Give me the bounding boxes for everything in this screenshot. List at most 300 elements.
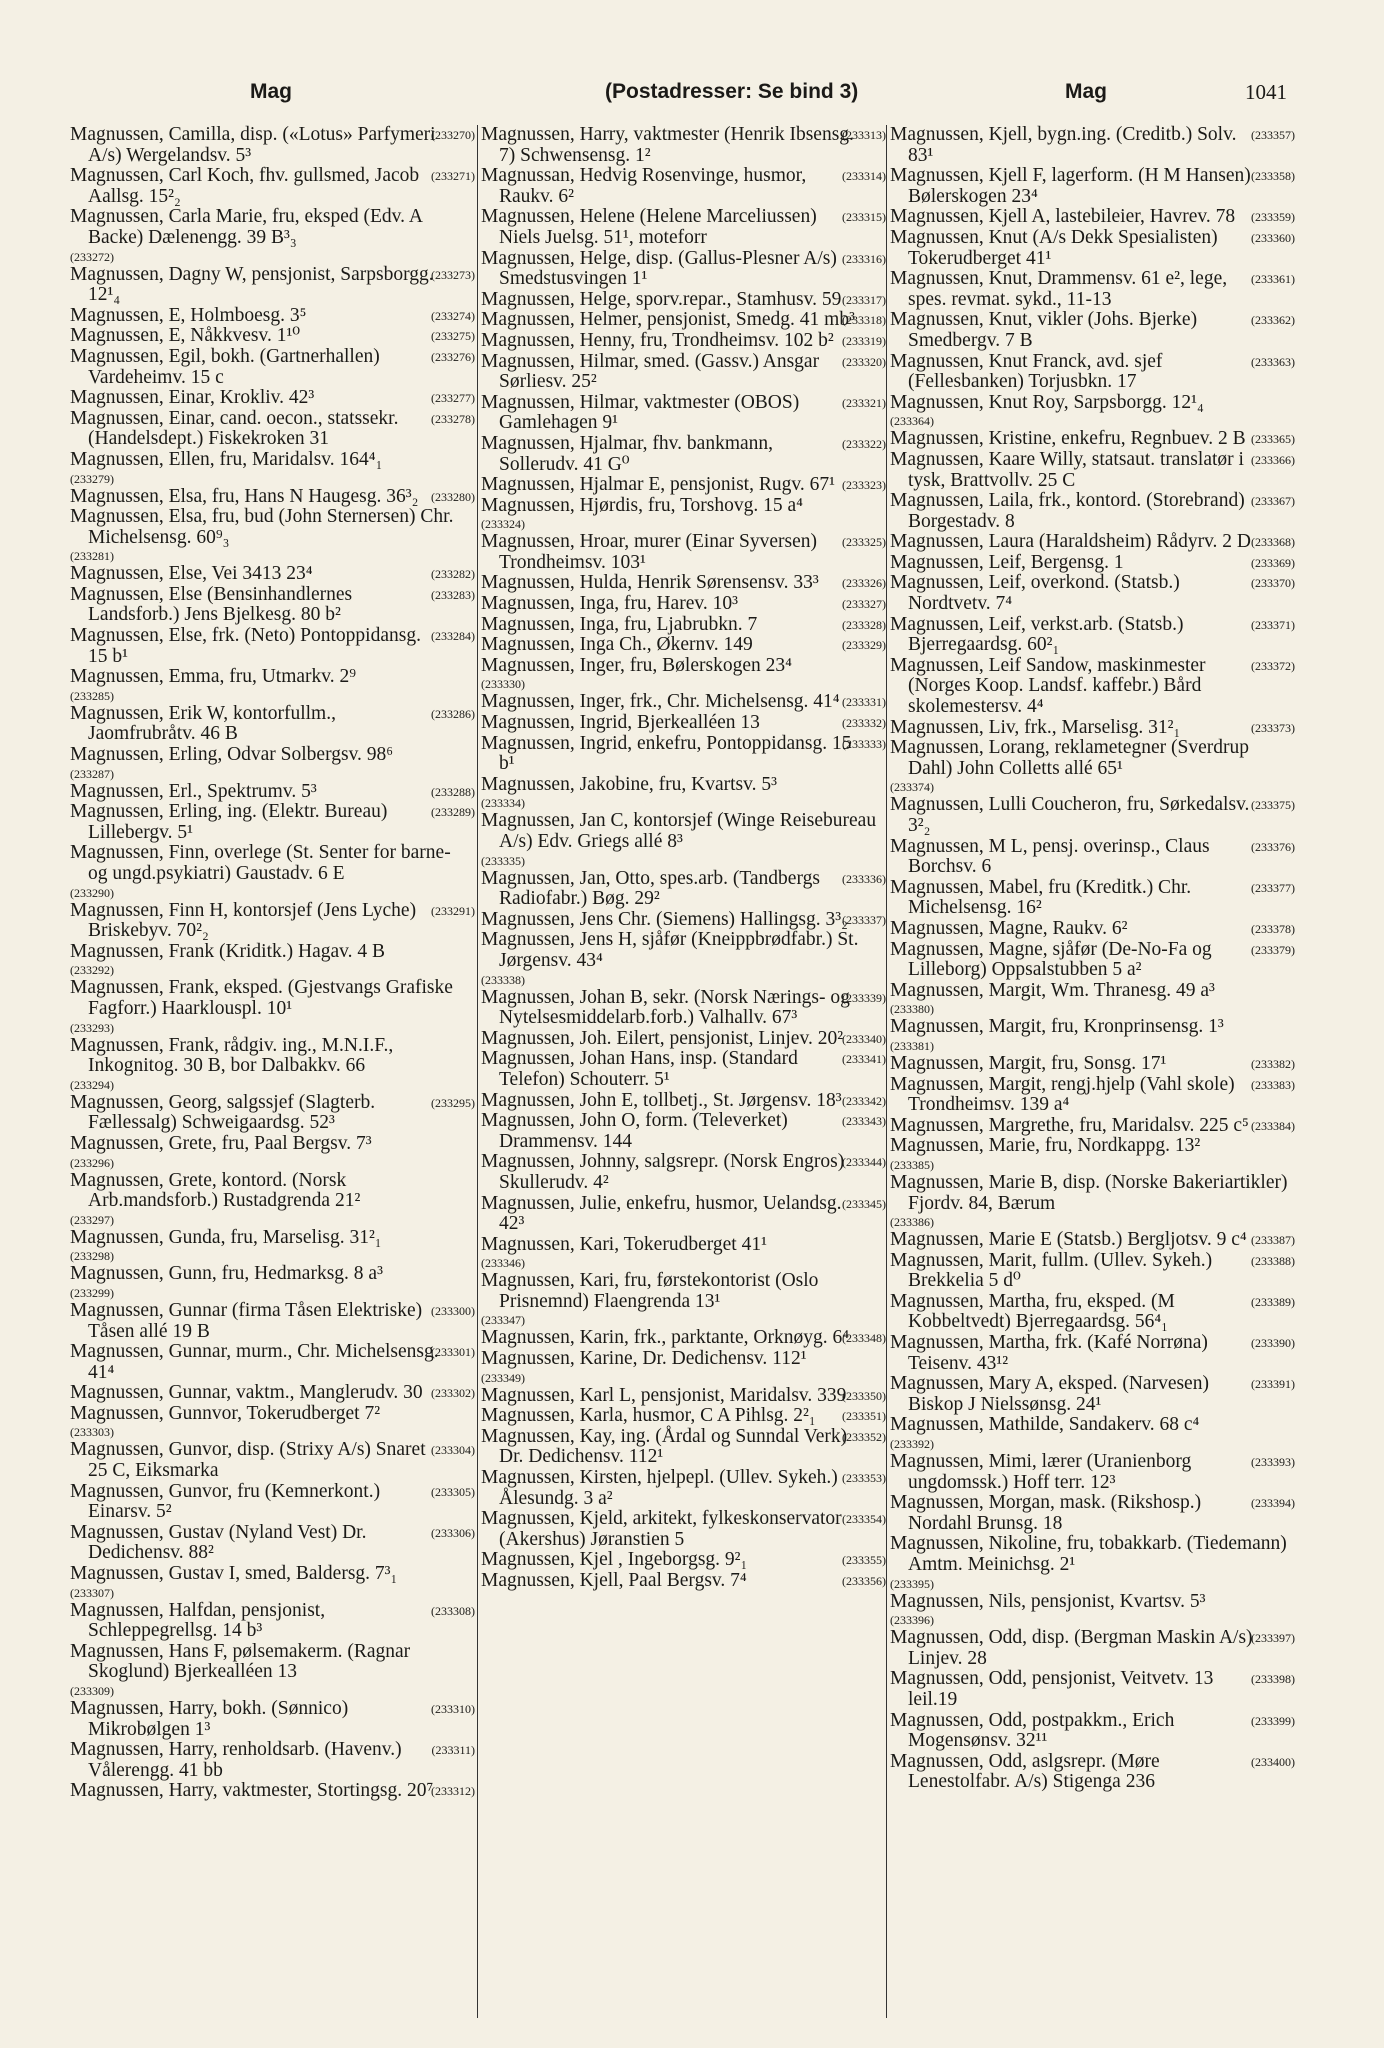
entry-text: Magnussen, Leif, Bergensg. 1 — [890, 551, 1124, 573]
entry-text: Magnussen, Margit, fru, Sonsg. 17¹ — [890, 1052, 1167, 1074]
directory-entry — [481, 475, 886, 496]
directory-entry — [890, 1136, 1295, 1173]
phone-number: (233396) — [890, 1613, 934, 1628]
phone-number: (233348) — [842, 1331, 886, 1346]
directory-entry — [890, 1116, 1295, 1137]
directory-entry — [481, 1194, 886, 1235]
entry-text: Magnussen, Grete, fru, Paal Bergsv. 7³ — [70, 1132, 372, 1154]
phone-number: (233400) — [1251, 1754, 1295, 1769]
entry-text: Magnussen, Marie E (Statsb.) Bergljotsv. 9 c⁴ — [890, 1229, 1247, 1251]
phone-number: (233368) — [1251, 535, 1295, 550]
directory-entry — [481, 1468, 886, 1509]
phone-number: (233394) — [1251, 1496, 1295, 1511]
phone-number: (233370) — [1251, 576, 1295, 591]
directory-entry — [70, 166, 475, 207]
entry-text: Magnussen, Lorang, reklametegner (Sverdrup Dahl) John Colletts allé 65¹ — [890, 737, 1250, 779]
directory-entry — [481, 615, 886, 636]
phone-number: (233315) — [842, 210, 886, 225]
entry-text: Magnussen, Johnny, salgsrepr. (Norsk Engros) Skullerudv. 4² — [481, 1151, 845, 1193]
phone-number: (233380) — [890, 1002, 934, 1017]
directory-entry — [70, 745, 475, 782]
entry-text: Magnussen, Knut Franck, avd. sjef (Fellesbanken) Torjusbkn. 17 — [890, 350, 1163, 393]
directory-entry — [890, 718, 1295, 739]
directory-entry — [890, 1592, 1295, 1629]
directory-entry — [890, 228, 1295, 269]
entry-text: Magnussen, Harry, vaktmester, Stortingsg. 20⁷ — [70, 1780, 434, 1802]
phone-number: (233367) — [1251, 494, 1295, 509]
phone-number: (233314) — [842, 169, 886, 184]
entry-text: Magnussen, Erling, Odvar Solbergsv. 98⁶ — [70, 744, 394, 766]
directory-entry — [481, 393, 886, 434]
phone-number: (233330) — [481, 677, 525, 692]
phone-number: (233391) — [1251, 1377, 1295, 1392]
entry-text: Magnussen, Else (Bensinhandlernes Landsforb.) Jens Bjelkesg. 80 b² — [70, 583, 353, 626]
phone-number: (233290) — [70, 885, 114, 900]
page-header — [70, 80, 1300, 110]
directory-entry — [481, 635, 886, 656]
directory-entry — [890, 207, 1295, 228]
entry-text: Magnussen, Leif Sandow, maskinmester (Norges Koop. Landsf. kaffebr.) Bård skolemestersv. 4⁴ — [890, 654, 1206, 718]
phone-number: (233292) — [70, 963, 114, 978]
directory-entry — [70, 306, 475, 327]
directory-entry — [890, 352, 1295, 393]
entry-text: Magnussen, Hjalmar E, pensjonist, Rugv. 67¹ — [481, 474, 835, 496]
entry-text: Magnussen, Magne, sjåfør (De-No-Fa og Lilleborg) Oppsalstubben 5 a² — [890, 938, 1212, 981]
phone-number: (233354) — [842, 1512, 886, 1527]
phone-number: (233326) — [842, 576, 886, 591]
directory-entry — [70, 1523, 475, 1564]
phone-number: (233377) — [1251, 880, 1295, 895]
phone-number: (233278) — [431, 411, 475, 426]
phone-number: (233385) — [890, 1157, 934, 1172]
phone-number: (233372) — [1251, 658, 1295, 673]
entry-text: Magnussen, Helene (Helene Marceliussen) Niels Juelsg. 51¹, moteforr — [481, 206, 817, 248]
entry-text: Magnussen, Gunn, fru, Hedmarksg. 8 a³ — [70, 1263, 383, 1285]
entry-text: Magnussen, M L, pensj. overinsp., Claus Borchsv. 6 — [890, 835, 1210, 878]
entry-text: Magnussen, Kari, fru, førstekontorist (Oslo Prisnemnd) Flaengrenda 13¹ — [481, 1270, 819, 1312]
entry-text: Magnussen, Joh. Eilert, pensjonist, Linjev. 20² — [481, 1027, 844, 1049]
directory-entry — [70, 942, 475, 979]
entry-text: Magnussen, Kjell F, lagerform. (H M Hansen) Bølerskogen 23⁴ — [890, 165, 1251, 207]
entry-text: Magnussen, Knut, vikler (Johs. Bjerke) Smedbergv. 7 B — [890, 309, 1198, 351]
directory-entry — [70, 1404, 475, 1441]
directory-entry — [890, 1374, 1295, 1415]
directory-entry — [890, 553, 1295, 574]
phone-number: (233294) — [70, 1077, 114, 1092]
directory-entry — [481, 1235, 886, 1272]
directory-entry — [70, 1699, 475, 1740]
directory-entry — [70, 704, 475, 745]
entry-text: Magnussen, Hilmar, vaktmester (OBOS) Gamlehagen 9¹ — [481, 391, 800, 434]
directory-entry — [481, 1152, 886, 1193]
phone-number: (233342) — [842, 1093, 886, 1108]
directory-entry — [890, 450, 1295, 491]
directory-entry — [890, 1452, 1295, 1493]
phone-number: (233399) — [1251, 1713, 1295, 1728]
phone-number: (233384) — [1251, 1118, 1295, 1133]
column-1 — [70, 125, 475, 2018]
phone-number: (233393) — [1251, 1455, 1295, 1470]
entry-text: Magnussen, Odd, postpakkm., Erich Mogensønsv. 32¹¹ — [890, 1709, 1175, 1752]
phone-number: (233338) — [481, 972, 525, 987]
phone-number: (233392) — [890, 1437, 934, 1452]
phone-number: (233355) — [842, 1553, 886, 1568]
entry-text: Magnussen, Elsa, fru, bud (John Sternersen) Chr. Michelsensg. 60⁹₃ — [70, 506, 454, 548]
phone-number: (233307) — [70, 1585, 114, 1600]
entry-text: Magnussen, E, Holmboesg. 3⁵ — [70, 304, 307, 326]
phone-number: (233305) — [431, 1484, 475, 1499]
entry-text: Magnussen, Liv, frk., Marselisg. 31²₁ — [890, 716, 1181, 738]
directory-entry — [70, 1342, 475, 1383]
phone-number: (233297) — [70, 1212, 114, 1227]
phone-number: (233302) — [431, 1386, 475, 1401]
directory-entry — [70, 564, 475, 585]
phone-number: (233282) — [431, 567, 475, 582]
entry-text: Magnussen, Gunnar, murm., Chr. Michelsensg. 41⁴ — [70, 1341, 439, 1383]
directory-entry — [70, 207, 475, 264]
phone-number: (233398) — [1251, 1672, 1295, 1687]
entry-text: Magnussen, Gunvor, disp. (Strixy A/s) Snaret 25 C, Eiksmarka — [70, 1439, 426, 1482]
entry-text: Magnussen, Georg, salgssjef (Slagterb. Fællessalg) Schweigaardsg. 52³ — [70, 1091, 376, 1134]
entry-text: Magnussen, Nils, pensjonist, Kvartsv. 5³ — [890, 1590, 1206, 1612]
phone-number: (233316) — [842, 251, 886, 266]
directory-entry — [481, 775, 886, 812]
directory-entry — [70, 978, 475, 1035]
entry-text: Magnussen, Egil, bokh. (Gartnerhallen) Vardeheimv. 15 c — [70, 345, 380, 388]
phone-number: (233371) — [1251, 617, 1295, 632]
phone-number: (233309) — [70, 1684, 114, 1698]
entry-text: Magnussen, Harry, renholdsarb. (Havenv.) Vålerengg. 41 bb — [70, 1739, 402, 1781]
directory-entry — [481, 1406, 886, 1427]
entry-text: Magnussen, Helmer, pensjonist, Smedg. 41 mb³ — [481, 309, 855, 331]
directory-entry — [481, 1091, 886, 1112]
entry-text: Magnussen, Ingrid, Bjerkealléen 13 — [481, 712, 760, 734]
phone-number: (233374) — [890, 780, 934, 795]
directory-entry — [890, 878, 1295, 919]
entry-text: Magnussen, Einar, Krokliv. 42³ — [70, 387, 315, 409]
entry-text: Magnussen, Ellen, fru, Maridalsv. 164⁴₁ — [70, 448, 383, 470]
phone-number: (233361) — [1251, 272, 1295, 287]
phone-number: (233397) — [1251, 1631, 1295, 1646]
entry-text: Magnussen, Else, frk. (Neto) Pontoppidansg. 15 b¹ — [70, 625, 421, 667]
entry-text: Magnussen, Inga Ch., Økernv. 149 — [481, 634, 753, 656]
directory-entry — [70, 1383, 475, 1404]
phone-number: (233346) — [481, 1256, 525, 1271]
directory-entry — [890, 795, 1295, 836]
phone-number: (233323) — [842, 478, 886, 493]
entry-text: Magnussen, Margrethe, fru, Maridalsv. 225 c⁵ — [890, 1114, 1249, 1136]
phone-number: (233359) — [1251, 210, 1295, 225]
directory-entry — [70, 1134, 475, 1171]
directory-entry — [890, 532, 1295, 553]
entry-text: Magnussen, Margit, Wm. Thranesg. 49 a³ — [890, 979, 1215, 1001]
directory-entry — [890, 393, 1295, 430]
directory-entry — [481, 1271, 886, 1328]
directory-entry — [890, 1711, 1295, 1752]
directory-entry — [481, 713, 886, 734]
phone-number: (233388) — [1251, 1253, 1295, 1268]
directory-entry — [481, 734, 886, 775]
directory-entry — [70, 487, 475, 508]
column-3 — [886, 125, 1295, 2018]
entry-text: Magnussen, Kaare Willy, statsaut. translatør i tysk, Brattvollv. 25 C — [890, 448, 1244, 491]
entry-text: Magnussen, Kari, Tokerudberget 41¹ — [481, 1233, 767, 1255]
directory-entry — [70, 265, 475, 306]
phone-number: (233275) — [431, 329, 475, 344]
phone-number: (233381) — [890, 1038, 934, 1053]
entry-text: Magnussen, Kjell, bygn.ing. (Creditb.) Solv. 83¹ — [890, 124, 1237, 166]
entry-text: Magnussen, Margit, rengj.hjelp (Vahl skole) Trondheimsv. 139 a⁴ — [890, 1073, 1235, 1116]
entry-text: Magnussen, John O, form. (Televerket) Drammensv. 144 — [481, 1110, 788, 1152]
entry-text: Magnussen, Kjell, Paal Bergsv. 7⁴ — [481, 1570, 747, 1591]
directory-entry — [890, 1752, 1295, 1793]
phone-number: (233378) — [1251, 921, 1295, 936]
phone-number: (233357) — [1251, 128, 1295, 142]
directory-entry — [481, 910, 886, 931]
directory-entry — [481, 1111, 886, 1152]
entry-text: Magnussen, Karla, husmor, C A Pihlsg. 2²₁ — [481, 1405, 816, 1427]
entry-text: Magnussen, Halfdan, pensjonist, Schleppegrellsg. 14 b³ — [70, 1599, 326, 1642]
directory-entry — [481, 1509, 886, 1550]
directory-entry — [890, 1054, 1295, 1075]
phone-number: (233364) — [890, 414, 934, 429]
entry-text: Magnussen, Harry, bokh. (Sønnico) Mikrobølgen 1³ — [70, 1698, 349, 1740]
entry-text: Magnussen, Jens Chr. (Siemens) Hallingsg. 3³₂ — [481, 908, 848, 930]
phone-number: (233332) — [842, 716, 886, 731]
entry-text: Magnussen, Kristine, enkefru, Regnbuev. 2 B — [890, 428, 1246, 450]
phone-number: (233310) — [431, 1702, 475, 1716]
phone-number: (233334) — [481, 796, 525, 811]
entry-text: Magnussen, Camilla, disp. («Lotus» Parfymeri A/s) Wergelandsv. 5³ — [70, 124, 436, 166]
directory-entry — [890, 1017, 1295, 1054]
phone-number: (233327) — [842, 597, 886, 612]
entry-text: Magnussen, Hroar, murer (Einar Syversen) Trondheimsv. 103¹ — [481, 531, 818, 573]
entry-text: Magnussen, Helge, disp. (Gallus-Plesner A/s) Smedstusvingen 1¹ — [481, 247, 837, 290]
entry-text: Magnussen, Helge, sporv.repar., Stamhusv. 59 — [481, 288, 842, 310]
phone-number: (233319) — [842, 333, 886, 348]
entry-text: Magnussen, Gunnvor, Tokerudberget 7² — [70, 1402, 381, 1424]
directory-entry — [481, 532, 886, 573]
directory-entry — [70, 802, 475, 843]
entry-text: Magnussen, Emma, fru, Utmarkv. 2⁹ — [70, 666, 357, 688]
entry-text: Magnussen, Ingrid, enkefru, Pontoppidansg. 15 b¹ — [481, 732, 852, 775]
directory-entry — [70, 125, 475, 166]
header-center-note: (Postadresser: Se bind 3) — [605, 80, 859, 103]
phone-number: (233272) — [70, 249, 114, 264]
directory-entry — [70, 626, 475, 667]
entry-text: Magnussen, Odd, aslgsrepr. (Møre Lenestolfabr. A/s) Stigenga 236 — [890, 1750, 1160, 1793]
phone-number: (233373) — [1251, 720, 1295, 735]
phone-number: (233328) — [842, 617, 886, 632]
phone-number: (233288) — [431, 784, 475, 799]
phone-number: (233284) — [431, 629, 475, 644]
phone-number: (233347) — [481, 1313, 525, 1328]
directory-entry — [890, 1534, 1295, 1591]
directory-entry — [890, 656, 1295, 718]
phone-number: (233273) — [431, 267, 475, 282]
directory-entry — [70, 1564, 475, 1601]
directory-entry — [70, 782, 475, 803]
phone-number: (233304) — [431, 1443, 475, 1458]
directory-entry — [890, 429, 1295, 450]
phone-number: (233303) — [70, 1425, 114, 1440]
entry-text: Magnussen, Carla Marie, fru, eksped (Edv. A Backe) Dælenengg. 39 B³₃ — [70, 206, 422, 248]
phone-number: (233329) — [842, 638, 886, 653]
directory-entry — [70, 1093, 475, 1134]
directory-entry — [70, 347, 475, 388]
directory-entry — [890, 125, 1295, 166]
entry-text: Magnussen, Marit, fullm. (Ullev. Sykeh.) Brekkelia 5 d⁰ — [890, 1249, 1213, 1292]
directory-entry — [890, 1415, 1295, 1452]
phone-number: (233298) — [70, 1249, 114, 1264]
phone-number: (233333) — [842, 736, 886, 751]
entry-text: Magnussen, Gustav (Nyland Vest) Dr. Dedichensv. 88² — [70, 1521, 367, 1564]
entry-text: Magnussen, Jan, Otto, spes.arb. (Tandbergs Radiofabr.) Bøg. 29² — [481, 867, 820, 910]
directory-entry — [890, 981, 1295, 1018]
entry-text: Magnussen, John E, tollbetj., St. Jørgensv. 18³ — [481, 1089, 842, 1111]
directory-entry — [481, 249, 886, 290]
entry-text: Magnussen, Martha, fru, eksped. (M Kobbeltvedt) Bjerregaardsg. 56⁴₁ — [890, 1290, 1175, 1333]
entry-text: Magnussen, Johan B, sekr. (Norsk Nærings- og Nytelsesmiddelarb.forb.) Valhallv. 67³ — [481, 986, 850, 1029]
phone-number: (233289) — [431, 805, 475, 820]
entry-text: Magnussen, Carl Koch, fhv. gullsmed, Jacob Aallsg. 15²₂ — [70, 165, 420, 207]
entry-text: Magnussen, Johan Hans, insp. (Standard Telefon) Schouterr. 5¹ — [481, 1048, 798, 1090]
directory-entry — [890, 269, 1295, 310]
entry-text: Magnussen, Odd, disp. (Bergman Maskin A/s) Linjev. 28 — [890, 1627, 1253, 1669]
directory-entry — [70, 409, 475, 450]
entry-text: Magnussen, Knut (A/s Dekk Spesialisten) Tokerudberget 41¹ — [890, 226, 1218, 269]
entry-text: Magnussen, Gunvor, fru (Kemnerkont.) Einarsv. 5² — [70, 1480, 381, 1523]
phone-number: (233369) — [1251, 555, 1295, 570]
directory-entry — [70, 585, 475, 626]
phone-number: (233389) — [1251, 1294, 1295, 1309]
directory-entry — [70, 326, 475, 347]
directory-entry — [481, 352, 886, 393]
entry-text: Magnussen, Leif, overkond. (Statsb.) Nordtvetv. 7⁴ — [890, 572, 1180, 615]
directory-entry — [481, 869, 886, 910]
phone-number: (233341) — [842, 1052, 886, 1067]
directory-entry — [481, 290, 886, 311]
directory-entry — [70, 1740, 475, 1781]
phone-number: (233318) — [842, 313, 886, 328]
entry-text: Magnussen, Kjeld, arkitekt, fylkeskonservator (Akershus) Jøranstien 5 — [481, 1508, 842, 1550]
directory-entry — [481, 496, 886, 533]
entry-text: Magnussen, Laura (Haraldsheim) Rådyrv. 2 D — [890, 531, 1252, 553]
phone-number: (233271) — [431, 169, 475, 184]
phone-number: (233366) — [1251, 452, 1295, 467]
column-2 — [477, 125, 886, 2018]
phone-number: (233337) — [842, 912, 886, 927]
entry-text: Magnussen, Kirsten, hjelpepl. (Ullev. Sykeh.) Ålesundg. 3 a² — [481, 1467, 838, 1509]
entry-text: Magnussen, Inga, fru, Ljabrubkn. 7 — [481, 613, 758, 635]
phone-number: (233293) — [70, 1020, 114, 1035]
phone-number: (233379) — [1251, 942, 1295, 957]
entry-text: Magnussen, Hjalmar, fhv. bankmann, Sollerudv. 41 G⁰ — [481, 432, 774, 475]
phone-number: (233376) — [1251, 839, 1295, 854]
header-right-keyword: Mag — [1065, 80, 1107, 103]
phone-number: (233390) — [1251, 1336, 1295, 1351]
phone-number: (233352) — [842, 1429, 886, 1444]
phone-number: (233358) — [1251, 169, 1295, 184]
phone-number: (233321) — [842, 395, 886, 410]
phone-number: (233375) — [1251, 798, 1295, 813]
entry-text: Magnussen, Gunnar, vaktm., Manglerudv. 30 — [70, 1382, 423, 1404]
phone-number: (233320) — [842, 354, 886, 369]
phone-number: (233350) — [842, 1388, 886, 1403]
entry-text: Magnussen, Inger, fru, Bølerskogen 23⁴ — [481, 654, 792, 676]
directory-entry — [70, 1264, 475, 1301]
phone-number: (233277) — [431, 391, 475, 406]
phone-number: (233360) — [1251, 230, 1295, 245]
directory-entry — [70, 1601, 475, 1642]
phone-number: (233387) — [1251, 1233, 1295, 1248]
entry-text: Magnussen, Marie B, disp. (Norske Bakeriartikler) Fjordv. 84, Bærum — [890, 1171, 1288, 1214]
phone-number: (233382) — [1251, 1056, 1295, 1071]
entry-text: Magnussen, Harry, vaktmester (Henrik Ibsensg. 7) Schwensensg. 1² — [481, 124, 854, 166]
entry-text: Magnussen, Leif, verkst.arb. (Statsb.) Bjerregaardsg. 60²₁ — [890, 613, 1184, 656]
phone-number: (233280) — [431, 489, 475, 504]
directory-entry — [890, 738, 1295, 795]
phone-number: (233344) — [842, 1155, 886, 1170]
directory-entry — [481, 930, 886, 987]
entry-text: Magnussen, Jakobine, fru, Kvartsv. 5³ — [481, 773, 777, 795]
phone-number: (233274) — [431, 308, 475, 323]
entry-text: Magnussen, Karine, Dr. Dedichensv. 112¹ — [481, 1348, 807, 1370]
directory-entry — [481, 656, 886, 693]
directory-entry — [481, 1550, 886, 1571]
directory-entry — [890, 1075, 1295, 1116]
entry-text: Magnussen, Else, Vei 3413 23⁴ — [70, 563, 313, 585]
directory-entry — [890, 573, 1295, 614]
phone-number: (233299) — [70, 1285, 114, 1300]
phone-number: (233365) — [1251, 432, 1295, 447]
entry-text: Magnussen, Erl., Spektrumv. 5³ — [70, 780, 317, 802]
phone-number: (233279) — [70, 471, 114, 486]
directory-entry — [481, 434, 886, 475]
directory-entry — [70, 1301, 475, 1342]
entry-text: Magnussen, Jan C, kontorsjef (Winge Reisebureau A/s) Edv. Griegs allé 8³ — [481, 810, 877, 852]
phone-number: (233362) — [1251, 313, 1295, 328]
entry-text: Magnussen, Karl L, pensjonist, Maridalsv. 339 — [481, 1384, 847, 1406]
entry-text: Magnussen, Inger, frk., Chr. Michelsensg. 41⁴ — [481, 691, 840, 713]
entry-text: Magnussen, Dagny W, pensjonist, Sarpsborgg. 12¹₄ — [70, 263, 434, 306]
entry-text: Magnussen, Mabel, fru (Kreditk.) Chr. Michelsensg. 16² — [890, 876, 1192, 919]
directory-entry — [481, 310, 886, 331]
directory-entry — [481, 1049, 886, 1090]
directory-entry — [70, 1781, 475, 1802]
entry-text: Magnussen, Inga, fru, Harev. 10³ — [481, 593, 738, 615]
phone-number: (233313) — [842, 128, 886, 142]
entry-text: Magnussen, Morgan, mask. (Rikshosp.) Nordahl Brunsg. 18 — [890, 1492, 1202, 1534]
entry-text: Magnussan, Hedvig Rosenvinge, husmor, Raukv. 6² — [481, 165, 807, 207]
directory-entry — [70, 1482, 475, 1523]
phone-number: (233335) — [481, 853, 525, 868]
directory-entry — [890, 919, 1295, 940]
directory-entry — [481, 207, 886, 248]
phone-number: (233383) — [1251, 1077, 1295, 1092]
entry-text: Magnussen, Mathilde, Sandakerv. 68 c⁴ — [890, 1414, 1200, 1436]
entry-text: Magnussen, Nikoline, fru, tobakkarb. (Tiedemann) Amtm. Meinichsg. 2¹ — [890, 1533, 1287, 1575]
directory-entry — [70, 507, 475, 564]
phone-number: (233343) — [842, 1114, 886, 1129]
entry-text: Magnussen, Gunnar (firma Tåsen Elektriske) Tåsen allé 19 B — [70, 1299, 423, 1342]
directory-entry — [481, 166, 886, 207]
directory-entry — [890, 166, 1295, 207]
directory-entry — [890, 1493, 1295, 1534]
phone-number: (233286) — [431, 706, 475, 721]
entry-text: Magnussen, Marie, fru, Nordkappg. 13² — [890, 1135, 1201, 1157]
entry-text: Magnussen, Knut Roy, Sarpsborgg. 12¹₄ — [890, 391, 1204, 413]
